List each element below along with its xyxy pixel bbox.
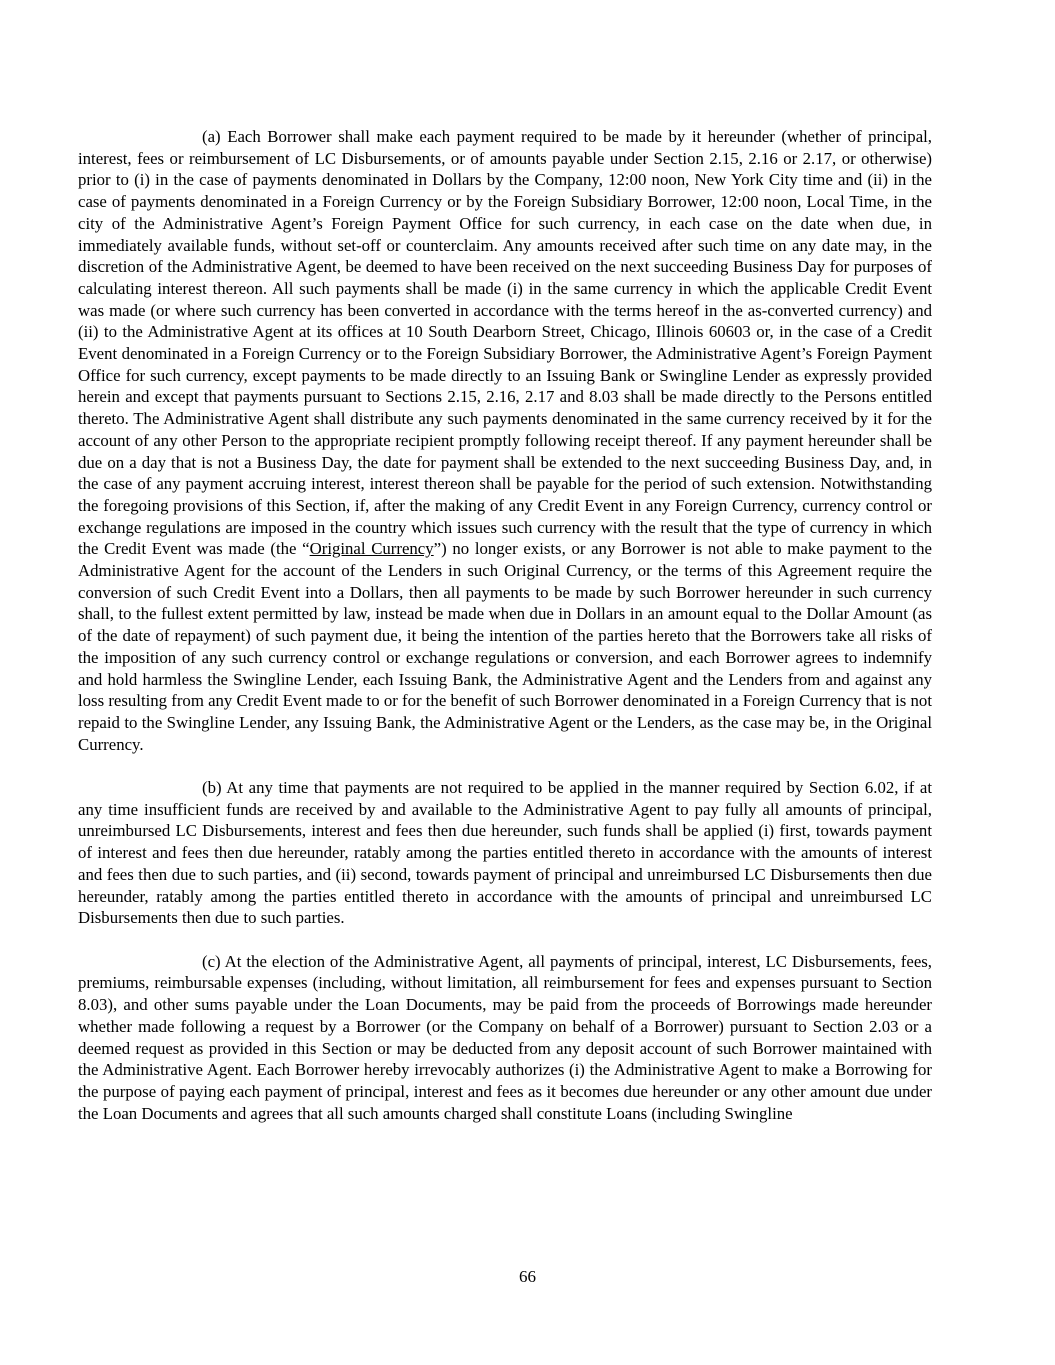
paragraph-a xyxy=(78,126,932,755)
paragraph-c: (c) At the election of the Administrative Agent, all payments of principal, interest, LC Disbursements, fees, premiums, reimbursable expenses (including, without limitation, all reimbursement for fees and expenses pursuant to Section 8.03), and other sums payable under the Loan Documents, may be paid from the proceeds of Borrowings made hereunder whether made following a request by a Borrower (or the Company on behalf of a Borrower) pursuant to Section 2.03 or a deemed request as provided in this Section or may be deducted from any deposit account of such Borrower maintained with the Administrative Agent. Each Borrower hereby irrevocably authorizes (i) the Administrative Agent to make a Borrowing for the purpose of paying each payment of principal, interest and fees as it becomes due hereunder or any other amount due under the Loan Documents and agrees that all such amounts charged shall constitute Loans (including Swingline xyxy=(78,951,932,1123)
defined-term-original-currency: Original Currency xyxy=(309,539,434,559)
paragraph-b: (b) At any time that payments are not required to be applied in the manner required by Section 6.02, if at any time insufficient funds are received by and available to the Administrative Agent to pay fully all amounts of principal, unreimbursed LC Disbursements, interest and fees then due hereunder, such funds shall be applied (i) first, towards payment of interest and fees then due hereunder, ratably among the parties entitled thereto in accordance with the amounts of interest and fees then due to such parties, and (ii) second, towards payment of principal and unreimbursed LC Disbursements then due hereunder, ratably among the parties entitled thereto in accordance with the amounts of principal and unreimbursed LC Disbursements then due to such parties. xyxy=(78,778,932,928)
paragraph-a-text-after: ”) no longer exists, or any Borrower is not able to make payment to the Administrative Agent for the account of the Lenders in such Original Currency, or the terms of this Agreement require the conversion of such Credit Event into a Dollars, then all payments to be made by such Borrower hereunder in such currency shall, to the fullest extent permitted by law, instead be made when due in Dollars in an amount equal to the Dollar Amount (as of the date of repayment) of such payment due, it being the intention of the parties hereto that the Borrowers take all risks of the imposition of any such currency control or exchange regulations or conversion, and each Borrower agrees to indemnify and hold harmless the Swingline Lender, each Issuing Bank, the Administrative Agent and the Lenders from and against any loss resulting from any Credit Event made to or for the benefit of such Borrower denominated in a Foreign Currency that is not repaid to the Swingline Lender, any Issuing Bank, the Administrative Agent or the Lenders, as the case may be, in the Original Currency. xyxy=(78,539,932,754)
paragraph-a-text-before: (a) Each Borrower shall make each payment required to be made by it hereunder (whether of principal, interest, fees or reimbursement of LC Disbursements, or of amounts payable under Section 2.15, 2.16 or 2.17, or otherwise) prior to (i) in the case of payments denominated in Dollars by the Company, 12:00 noon, New York City time and (ii) in the case of payments denominated in a Foreign Currency or by the Foreign Subsidiary Borrower, 12:00 noon, Local Time, in the city of the Administrative Agent’s Foreign Payment Office for such currency, in each case on the date when due, in immediately available funds, without set-off or counterclaim. Any amounts received after such time on any date may, in the discretion of the Administrative Agent, be deemed to have been received on the next succeeding Business Day for purposes of calculating interest thereon. All such payments shall be made (i) in the same currency in which the applicable Credit Event was made (or where such currency has been converted in accordance with the terms hereof in the as-converted currency) and (ii) to the Administrative Agent at its offices at 10 South Dearborn Street, Chicago, Illinois 60603 or, in the case of a Credit Event denominated in a Foreign Currency or to the Foreign Subsidiary Borrower, the Administrative Agent’s Foreign Payment Office for such currency, except payments to be made directly to an Issuing Bank or Swingline Lender as expressly provided herein and except that payments pursuant to Sections 2.15, 2.16, 2.17 and 8.03 shall be made directly to the Persons entitled thereto. The Administrative Agent shall distribute any such payments denominated in the same currency received by it for the account of any other Person to the appropriate recipient promptly following receipt thereof. If any payment hereunder shall be due on a day that is not a Business Day, the date for payment shall be extended to the next succeeding Business Day, and, in the case of any payment accruing interest, interest thereon shall be payable for the period of such extension. Notwithstanding the foregoing provisions of this Section, if, after the making of any Credit Event in any Foreign Currency, currency control or exchange regulations are imposed in the country which issues such currency with the result that the type of currency in which the Credit Event was made (the “ xyxy=(78,127,932,559)
page-number: 66 xyxy=(519,1267,536,1286)
document-body xyxy=(78,126,932,1124)
